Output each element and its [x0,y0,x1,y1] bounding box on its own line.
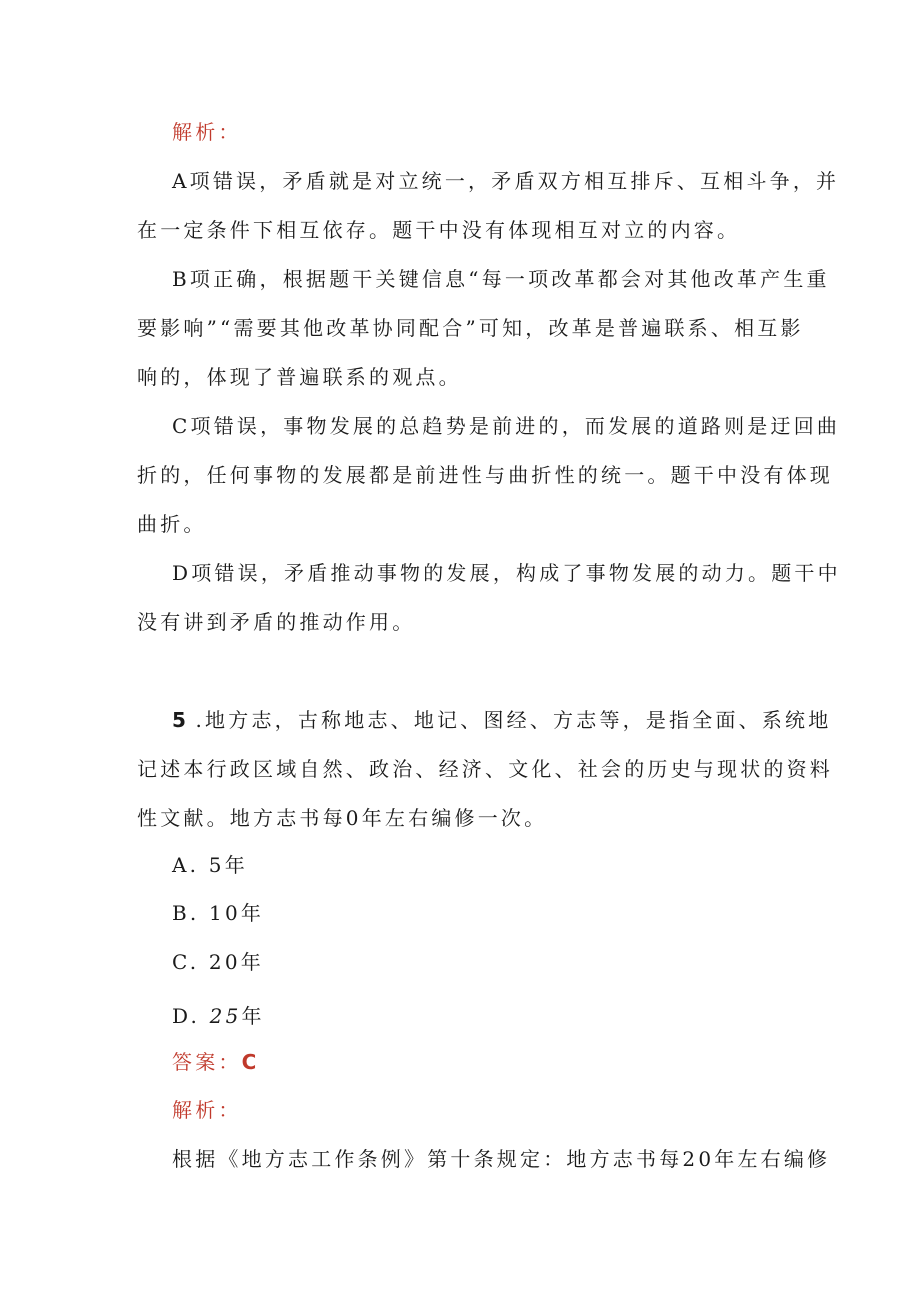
option-c-letter: C. [172,950,200,974]
option-c-value: 20年 [208,950,264,974]
analysis-a-line-1: A项错误，矛盾就是对立统一，矛盾双方相互排斥、互相斗争，并 [172,169,840,193]
analysis-2-line-1: 根据《地方志工作条例》第十条规定：地方志书每20年左右编修 [172,1147,831,1171]
question-5-line-3: 性文献。地方志书每0年左右编修一次。 [137,806,548,830]
option-d-letter: D. [172,1004,201,1028]
question-5-text-1: .地方志，古称地志、地记、图经、方志等，是指全面、系统地 [195,708,832,732]
option-b-value: 10年 [209,901,265,925]
option-b [172,899,264,927]
analysis-c-line-2: 折的，任何事物的发展都是前进性与曲折性的统一。题干中没有体现 [137,463,833,487]
option-d [172,1002,265,1030]
analysis-d-line-2: 没有讲到矛盾的推动作用。 [137,610,416,634]
option-d-value-unit: 年 [241,1004,265,1028]
analysis-label: 解析： [172,120,242,144]
question-5-line-2: 记述本行政区域自然、政治、经济、文化、社会的历史与现状的资料 [137,757,833,781]
analysis-b-line-2: 要影响”“需要其他改革协同配合”可知，改革是普遍联系、相互影 [137,316,804,340]
analysis-2-label: 解析： [172,1098,242,1122]
answer-line [172,1048,260,1076]
analysis-b-line-1: B项正确，根据题干关键信息“每一项改革都会对其他改革产生重 [172,267,830,291]
option-a-letter: A. [172,853,200,877]
answer-value: C [241,1050,260,1074]
option-b-letter: B. [172,901,200,925]
analysis-d-line-1: D项错误，矛盾推动事物的发展，构成了事物发展的动力。题干中 [172,561,841,585]
analysis-c-line-3: 曲折。 [137,512,207,536]
option-d-value-number: 25 [209,1004,242,1028]
option-a-value: 5年 [208,853,248,877]
question-5-line-1 [172,706,831,734]
analysis-c-line-1: C项错误，事物发展的总趋势是前进的，而发展的道路则是迂回曲 [172,414,841,438]
option-c [172,948,264,976]
option-a [172,851,248,879]
question-number: 5 [172,708,186,732]
analysis-a-line-2: 在一定条件下相互依存。题干中没有体现相互对立的内容。 [137,218,741,242]
answer-label: 答案： [172,1050,242,1074]
analysis-b-line-3: 响的，体现了普遍联系的观点。 [137,365,462,389]
